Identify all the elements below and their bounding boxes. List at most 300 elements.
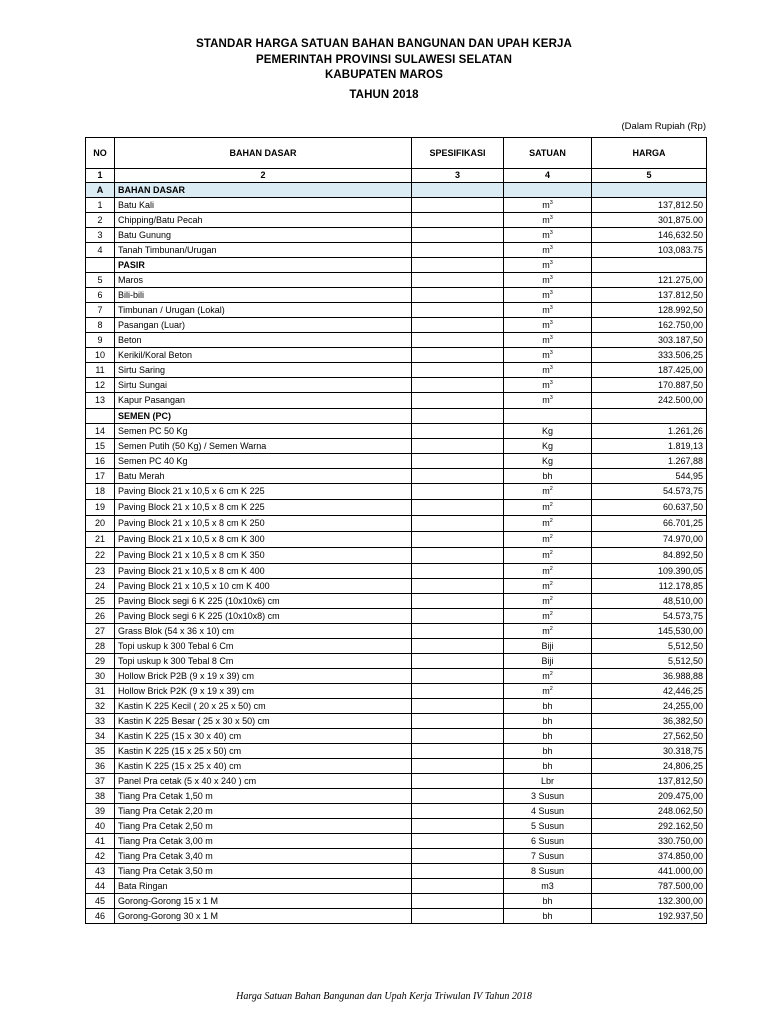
cell-bahan-dasar — [115, 532, 412, 548]
cell-spesifikasi — [412, 484, 504, 500]
cell-satuan — [504, 684, 592, 699]
table-row — [86, 654, 707, 669]
table-section-row — [86, 183, 707, 198]
cell-no — [86, 500, 115, 516]
cell-spesifikasi — [412, 774, 504, 789]
cell-satuan-text: bh — [542, 895, 553, 906]
cell-bahan-dasar-text: Paving Block 21 x 10,5 x 8 cm K 350 — [118, 550, 265, 560]
cell-harga-text: 121.275,00 — [657, 274, 703, 285]
cell-satuan-text: 5 Susun — [530, 820, 565, 831]
cell-bahan-dasar-text: Tiang Pra Cetak 1,50 m — [118, 790, 213, 801]
cell-satuan — [504, 564, 592, 579]
cell-bahan-dasar — [115, 500, 412, 516]
cell-satuan-text: bh — [542, 910, 553, 921]
cell-satuan-text: m — [542, 199, 550, 210]
title-line-3: KABUPATEN MAROS — [325, 69, 443, 81]
cell-spesifikasi — [412, 258, 504, 273]
cell-harga — [592, 213, 707, 228]
cell-satuan — [504, 243, 592, 258]
table-row — [86, 909, 707, 924]
cell-no — [86, 834, 115, 849]
cell-harga-text: 5,512,50 — [667, 640, 703, 651]
cell-spesifikasi — [412, 424, 504, 439]
cell-satuan-text: 6 Susun — [530, 835, 565, 846]
price-table — [85, 137, 707, 924]
cell-bahan-dasar-text: Tiang Pra Cetak 2,50 m — [118, 820, 213, 831]
cell-bahan-dasar-text: Hollow Brick P2K (9 x 19 x 39) cm — [118, 685, 255, 696]
table-row — [86, 516, 707, 532]
cell-harga — [592, 454, 707, 469]
cell-satuan-text: m3 — [541, 880, 554, 891]
cell-harga — [592, 516, 707, 532]
cell-bahan-dasar-text: Semen PC 50 Kg — [118, 425, 188, 436]
table-row — [86, 579, 707, 594]
cell-no-text: 30 — [94, 670, 105, 681]
table-row — [86, 594, 707, 609]
cell-bahan-dasar-text: PASIR — [118, 259, 145, 270]
table-row — [86, 714, 707, 729]
cell-no — [86, 609, 115, 624]
cell-bahan-dasar-text: Kastin K 225 (15 x 25 x 40) cm — [118, 760, 242, 771]
table-row — [86, 894, 707, 909]
cell-bahan-dasar-text: Paving Block 21 x 10,5 x 10 cm K 400 — [118, 580, 270, 591]
table-row — [86, 624, 707, 639]
cell-harga-text: 330.750,00 — [657, 835, 703, 846]
cell-satuan-text: bh — [542, 470, 553, 481]
header-bahan-dasar: BAHAN DASAR — [115, 138, 412, 169]
cell-satuan — [504, 714, 592, 729]
cell-no-text: 33 — [94, 715, 105, 726]
cell-no — [86, 363, 115, 378]
cell-bahan-dasar — [115, 729, 412, 744]
cell-bahan-dasar — [115, 469, 412, 484]
cell-no — [86, 348, 115, 363]
cell-harga — [592, 439, 707, 454]
cell-satuan-text: Kg — [541, 425, 553, 436]
cell-satuan-text: m — [542, 580, 550, 591]
cell-satuan — [504, 849, 592, 864]
cell-no — [86, 684, 115, 699]
cell-satuan — [504, 639, 592, 654]
cell-no — [86, 378, 115, 393]
cell-no — [86, 879, 115, 894]
cell-bahan-dasar — [115, 684, 412, 699]
cell-bahan-dasar-text: Panel Pra cetak (5 x 40 x 240 ) cm — [118, 775, 257, 786]
cell-satuan-text: m — [542, 685, 550, 696]
cell-satuan — [504, 834, 592, 849]
cell-bahan-dasar — [115, 243, 412, 258]
cell-harga — [592, 654, 707, 669]
cell-no — [86, 654, 115, 669]
cell-bahan-dasar-text: Paving Block 21 x 10,5 x 8 cm K 250 — [118, 518, 265, 528]
cell-harga — [592, 789, 707, 804]
cell-no — [86, 228, 115, 243]
cell-harga — [592, 864, 707, 879]
title-line-1: STANDAR HARGA SATUAN BAHAN BANGUNAN DAN UPAH KERJA — [196, 38, 572, 50]
cell-harga — [592, 759, 707, 774]
cell-spesifikasi — [412, 789, 504, 804]
cell-satuan-text: m — [542, 550, 550, 560]
cell-bahan-dasar-text: Kastin K 225 Besar ( 25 x 30 x 50) cm — [118, 715, 270, 726]
cell-bahan-dasar-text: Paving Block 21 x 10,5 x 8 cm K 300 — [118, 534, 265, 544]
cell-satuan-text: m — [542, 274, 550, 285]
cell-bahan-dasar-text: Topi uskup k 300 Tebal 6 Cm — [118, 640, 234, 651]
cell-harga-text: 242.500,00 — [657, 395, 703, 405]
cell-bahan-dasar — [115, 894, 412, 909]
cell-harga-text: 48,510,00 — [662, 595, 703, 606]
cell-harga — [592, 669, 707, 684]
cell-no — [86, 774, 115, 789]
cell-spesifikasi — [412, 228, 504, 243]
cell-bahan-dasar-text: Timbunan / Urugan (Lokal) — [118, 304, 225, 315]
cell-spesifikasi — [412, 198, 504, 213]
cell-bahan-dasar — [115, 744, 412, 759]
cell-harga-text: 109.390,05 — [657, 565, 703, 576]
cell-no-text: 3 — [97, 229, 103, 240]
cell-satuan-text: m — [542, 214, 550, 225]
cell-harga — [592, 258, 707, 273]
cell-spesifikasi — [412, 363, 504, 378]
table-row — [86, 348, 707, 363]
cell-no-text: 6 — [97, 289, 103, 300]
cell-no-text: 26 — [94, 610, 105, 621]
cell-bahan-dasar-text: Kastin K 225 Kecil ( 20 x 25 x 50) cm — [118, 700, 266, 711]
cell-spesifikasi — [412, 849, 504, 864]
cell-harga — [592, 318, 707, 333]
cell-no — [86, 579, 115, 594]
unit-exponent: 2 — [549, 670, 553, 677]
cell-bahan-dasar-text: Bata Ringan — [118, 880, 168, 891]
cell-no — [86, 699, 115, 714]
cell-spesifikasi — [412, 819, 504, 834]
cell-no-text: 15 — [94, 440, 105, 451]
cell-spesifikasi — [412, 699, 504, 714]
column-number-row — [86, 169, 707, 183]
cell-bahan-dasar — [115, 804, 412, 819]
cell-no — [86, 849, 115, 864]
cell-spesifikasi — [412, 594, 504, 609]
cell-harga-text: 128.992,50 — [657, 304, 703, 315]
cell-no-text: 8 — [97, 319, 103, 330]
cell-no-text: 5 — [97, 274, 103, 285]
cell-no — [86, 273, 115, 288]
table-row — [86, 500, 707, 516]
cell-no-text: 27 — [94, 625, 105, 636]
unit-exponent: 3 — [549, 259, 553, 266]
cell-no — [86, 864, 115, 879]
cell-harga-text: 192.937,50 — [657, 910, 703, 921]
cell-harga-text: 301,875.00 — [657, 214, 703, 225]
cell-bahan-dasar — [115, 318, 412, 333]
cell-bahan-dasar-text: Bili-bili — [118, 289, 145, 300]
cell-harga — [592, 288, 707, 303]
cell-bahan-dasar-text: Kapur Pasangan — [118, 395, 186, 405]
cell-harga — [592, 834, 707, 849]
currency-note: (Dalam Rupiah (Rp) — [621, 121, 706, 132]
cell-no — [86, 729, 115, 744]
cell-satuan-text: m — [542, 565, 550, 576]
cell-no — [86, 439, 115, 454]
cell-harga-text: 132.300,00 — [657, 895, 703, 906]
cell-no — [86, 213, 115, 228]
cell-no — [86, 393, 115, 409]
cell-spesifikasi — [412, 834, 504, 849]
unit-exponent: 3 — [549, 349, 553, 356]
cell-harga-text: 146,632.50 — [657, 229, 703, 240]
cell-satuan — [504, 774, 592, 789]
cell-spesifikasi — [412, 348, 504, 363]
cell-harga — [592, 729, 707, 744]
cell-spesifikasi — [412, 393, 504, 409]
cell-satuan — [504, 288, 592, 303]
cell-harga — [592, 699, 707, 714]
cell-no-text: 1 — [97, 199, 103, 210]
cell-bahan-dasar — [115, 409, 412, 424]
cell-bahan-dasar — [115, 849, 412, 864]
cell-bahan-dasar — [115, 669, 412, 684]
unit-exponent: 3 — [549, 274, 553, 281]
cell-satuan-text: m — [542, 379, 550, 390]
header-no: NO — [86, 138, 115, 169]
cell-no-text: A — [96, 184, 104, 195]
cell-no — [86, 909, 115, 924]
cell-no — [86, 409, 115, 424]
cell-bahan-dasar-text: Tiang Pra Cetak 2,20 m — [118, 805, 213, 816]
cell-bahan-dasar — [115, 564, 412, 579]
cell-spesifikasi — [412, 303, 504, 318]
cell-satuan-text: bh — [542, 730, 553, 741]
table-row — [86, 774, 707, 789]
cell-harga-text: 42,446,25 — [662, 685, 703, 696]
cell-satuan-text: m — [542, 259, 550, 270]
table-row — [86, 879, 707, 894]
cell-bahan-dasar-text: Gorong-Gorong 15 x 1 M — [118, 895, 219, 906]
cell-harga — [592, 594, 707, 609]
header-spesifikasi: SPESIFIKASI — [412, 138, 504, 169]
cell-harga — [592, 183, 707, 198]
cell-satuan-text: m — [542, 625, 550, 636]
cell-harga — [592, 639, 707, 654]
cell-bahan-dasar-text: Paving Block 21 x 10,5 x 6 cm K 225 — [118, 486, 265, 496]
cell-no — [86, 243, 115, 258]
cell-no-text: 12 — [94, 379, 105, 390]
unit-exponent: 2 — [549, 685, 553, 692]
cell-bahan-dasar — [115, 258, 412, 273]
unit-exponent: 2 — [549, 518, 553, 524]
cell-no-text: 41 — [94, 835, 105, 846]
cell-no-text: 9 — [97, 334, 103, 345]
cell-satuan-text: m — [542, 518, 550, 528]
cell-spesifikasi — [412, 183, 504, 198]
cell-no — [86, 454, 115, 469]
cell-bahan-dasar-text: Kastin K 225 (15 x 30 x 40) cm — [118, 730, 242, 741]
table-row — [86, 834, 707, 849]
cell-satuan — [504, 789, 592, 804]
cell-spesifikasi — [412, 564, 504, 579]
cell-bahan-dasar — [115, 819, 412, 834]
cell-satuan — [504, 439, 592, 454]
cell-no — [86, 759, 115, 774]
cell-bahan-dasar-text: Tiang Pra Cetak 3,40 m — [118, 850, 213, 861]
cell-harga-text: 84.892,50 — [662, 550, 703, 560]
cell-harga-text: 248.062,50 — [657, 805, 703, 816]
cell-spesifikasi — [412, 639, 504, 654]
cell-satuan — [504, 273, 592, 288]
cell-satuan — [504, 744, 592, 759]
cell-bahan-dasar-text: Tiang Pra Cetak 3,50 m — [118, 865, 213, 876]
cell-no-text: 43 — [94, 865, 105, 876]
cell-satuan-text: m — [542, 534, 550, 544]
cell-bahan-dasar-text: Semen PC 40 Kg — [118, 455, 188, 466]
cell-no-text: 28 — [94, 640, 105, 651]
cell-no-text: 18 — [94, 486, 105, 496]
cell-spesifikasi — [412, 864, 504, 879]
cell-spesifikasi — [412, 579, 504, 594]
cell-no-text: 7 — [97, 304, 103, 315]
cell-bahan-dasar — [115, 639, 412, 654]
cell-spesifikasi — [412, 500, 504, 516]
cell-bahan-dasar-text: Maros — [118, 274, 144, 285]
cell-satuan-text: bh — [542, 715, 553, 726]
table-row — [86, 439, 707, 454]
cell-satuan — [504, 409, 592, 424]
cell-bahan-dasar-text: Batu Kali — [118, 199, 155, 210]
cell-harga — [592, 624, 707, 639]
table-row — [86, 484, 707, 500]
cell-spesifikasi — [412, 684, 504, 699]
unit-exponent: 3 — [549, 289, 553, 296]
cell-bahan-dasar — [115, 548, 412, 564]
cell-satuan — [504, 532, 592, 548]
cell-harga — [592, 198, 707, 213]
cell-bahan-dasar — [115, 333, 412, 348]
cell-harga — [592, 363, 707, 378]
cell-bahan-dasar — [115, 288, 412, 303]
cell-no — [86, 639, 115, 654]
cell-satuan-text: Biji — [541, 655, 554, 666]
cell-harga-text: 303.187,50 — [657, 334, 703, 345]
cell-no-text: 45 — [94, 895, 105, 906]
cell-harga — [592, 333, 707, 348]
cell-bahan-dasar — [115, 879, 412, 894]
cell-satuan-text: m — [542, 229, 550, 240]
cell-bahan-dasar-text: Batu Merah — [118, 470, 165, 481]
table-row — [86, 469, 707, 484]
cell-satuan — [504, 624, 592, 639]
cell-satuan — [504, 819, 592, 834]
cell-satuan-text: m — [542, 304, 550, 315]
cell-spesifikasi — [412, 288, 504, 303]
unit-exponent: 2 — [549, 486, 553, 492]
cell-satuan — [504, 500, 592, 516]
cell-bahan-dasar — [115, 393, 412, 409]
cell-spesifikasi — [412, 879, 504, 894]
cell-no-text: 2 — [97, 214, 103, 225]
cell-no — [86, 624, 115, 639]
cell-no — [86, 594, 115, 609]
cell-satuan — [504, 348, 592, 363]
cell-bahan-dasar-text: Sirtu Saring — [118, 364, 166, 375]
table-header-row — [86, 138, 707, 169]
cell-harga — [592, 774, 707, 789]
unit-exponent: 2 — [549, 502, 553, 508]
cell-no-text: 21 — [94, 534, 105, 544]
cell-satuan — [504, 378, 592, 393]
cell-bahan-dasar-text: Paving Block 21 x 10,5 x 8 cm K 225 — [118, 502, 265, 512]
cell-harga-text: 60.637,50 — [662, 502, 703, 512]
cell-bahan-dasar-text: Tiang Pra Cetak 3,00 m — [118, 835, 213, 846]
col-number-1: 1 — [86, 169, 115, 183]
cell-bahan-dasar-text: Paving Block 21 x 10,5 x 8 cm K 400 — [118, 565, 265, 576]
cell-satuan — [504, 303, 592, 318]
cell-harga-text: 1.261,26 — [667, 425, 703, 436]
cell-satuan-text: 7 Susun — [530, 850, 565, 861]
unit-exponent: 3 — [549, 244, 553, 251]
cell-bahan-dasar-text: Gorong-Gorong 30 x 1 M — [118, 910, 219, 921]
cell-spesifikasi — [412, 439, 504, 454]
cell-harga — [592, 348, 707, 363]
cell-harga — [592, 548, 707, 564]
cell-no — [86, 548, 115, 564]
cell-harga — [592, 564, 707, 579]
cell-no-text: 38 — [94, 790, 105, 801]
cell-satuan — [504, 579, 592, 594]
unit-exponent: 3 — [549, 214, 553, 221]
cell-harga — [592, 228, 707, 243]
table-row — [86, 669, 707, 684]
unit-exponent: 3 — [549, 199, 553, 206]
unit-exponent: 2 — [549, 580, 553, 587]
cell-spesifikasi — [412, 273, 504, 288]
cell-harga-text: 374.850,00 — [657, 850, 703, 861]
cell-no-text: 39 — [94, 805, 105, 816]
cell-no-text: 46 — [94, 910, 105, 921]
cell-satuan — [504, 213, 592, 228]
cell-satuan — [504, 469, 592, 484]
cell-spesifikasi — [412, 624, 504, 639]
cell-satuan — [504, 879, 592, 894]
table-row — [86, 378, 707, 393]
cell-bahan-dasar-text: Sirtu Sungai — [118, 379, 168, 390]
cell-spesifikasi — [412, 333, 504, 348]
cell-satuan-text: m — [542, 349, 550, 360]
cell-bahan-dasar — [115, 864, 412, 879]
cell-harga-text: 137.812,50 — [657, 289, 703, 300]
cell-no — [86, 516, 115, 532]
table-row — [86, 363, 707, 378]
cell-satuan — [504, 258, 592, 273]
cell-satuan-text: m — [542, 595, 550, 606]
cell-harga-text: 292.162,50 — [657, 820, 703, 831]
cell-spesifikasi — [412, 609, 504, 624]
cell-harga-text: 1.267,88 — [667, 455, 703, 466]
cell-no — [86, 424, 115, 439]
cell-satuan-text: m — [542, 319, 550, 330]
table-row — [86, 454, 707, 469]
cell-no — [86, 894, 115, 909]
cell-harga-text: 112.178,85 — [658, 580, 703, 591]
cell-harga-text: 66.701,25 — [662, 518, 703, 528]
cell-bahan-dasar — [115, 594, 412, 609]
cell-satuan — [504, 183, 592, 198]
cell-satuan — [504, 699, 592, 714]
cell-bahan-dasar-text: Hollow Brick P2B (9 x 19 x 39) cm — [118, 670, 255, 681]
cell-harga — [592, 393, 707, 409]
cell-bahan-dasar-text: Grass Blok (54 x 36 x 10) cm — [118, 625, 235, 636]
cell-bahan-dasar-text: SEMEN (PC) — [118, 410, 172, 421]
cell-spesifikasi — [412, 909, 504, 924]
table-row — [86, 684, 707, 699]
